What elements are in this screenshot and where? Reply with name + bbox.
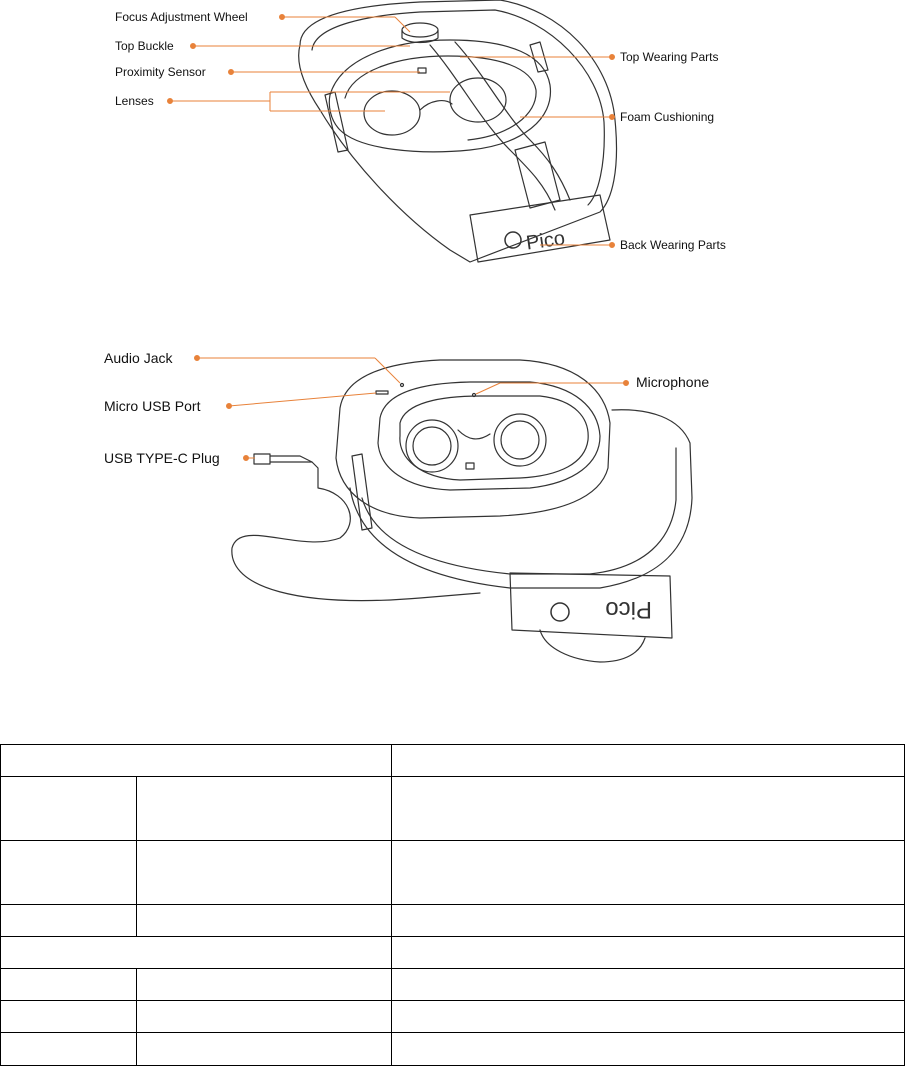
table-cell: [392, 841, 905, 905]
table-cell: [392, 1033, 905, 1066]
table-row: [1, 937, 905, 969]
table-cell: [1, 905, 137, 937]
table-cell: [392, 745, 905, 777]
callout-microphone: Microphone: [636, 374, 710, 390]
callout-top-wearing-parts: Top Wearing Parts: [620, 50, 719, 64]
logo-text-top: Pico: [524, 227, 567, 255]
logo-text-bottom: Pico: [605, 596, 652, 623]
table-cell: [392, 969, 905, 1001]
table-cell: [137, 1033, 392, 1066]
callout-foam-cushioning: Foam Cushioning: [620, 110, 715, 124]
callout-usb-type-c-plug: USB TYPE-C Plug: [104, 450, 220, 466]
table-cell: [137, 841, 392, 905]
table-cell: [137, 905, 392, 937]
table-cell: [392, 777, 905, 841]
spec-table: [0, 744, 905, 1066]
table-cell: [1, 937, 392, 969]
table-cell: [1, 745, 392, 777]
table-cell: [137, 969, 392, 1001]
table-cell: [1, 969, 137, 1001]
table-cell: [137, 1001, 392, 1033]
callout-back-wearing-parts: Back Wearing Parts: [620, 238, 726, 252]
pico-logo-mark-icon: [551, 603, 569, 621]
table-row: [1, 745, 905, 777]
table-cell: [1, 1033, 137, 1066]
callout-lenses: Lenses: [115, 94, 154, 108]
callout-proximity-sensor: Proximity Sensor: [115, 65, 206, 79]
table-cell: [1, 1001, 137, 1033]
table-cell: [392, 937, 905, 969]
callout-micro-usb-port: Micro USB Port: [104, 398, 201, 414]
callout-top-buckle: Top Buckle: [115, 39, 174, 53]
headset-top-view-figure: [0, 0, 905, 270]
table-cell: [392, 1001, 905, 1033]
table-row: [1, 905, 905, 937]
callout-audio-jack: Audio Jack: [104, 350, 173, 366]
table-cell: [1, 841, 137, 905]
headset-port-view-figure: [0, 348, 905, 670]
table-row: [1, 1033, 905, 1066]
table-row: [1, 777, 905, 841]
table-cell: [392, 905, 905, 937]
callout-focus-adjustment-wheel: Focus Adjustment Wheel: [115, 10, 248, 24]
table-row: [1, 1001, 905, 1033]
table-cell: [1, 777, 137, 841]
table-row: [1, 969, 905, 1001]
headset-port-view-drawing: [0, 348, 905, 670]
table-row: [1, 841, 905, 905]
table-cell: [137, 777, 392, 841]
